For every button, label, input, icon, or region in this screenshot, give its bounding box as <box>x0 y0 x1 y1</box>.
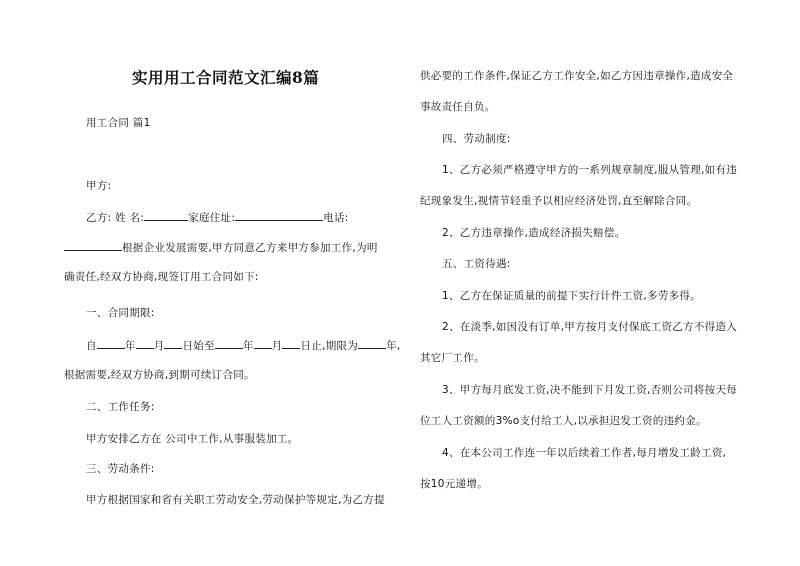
paragraph-line: 1、乙方必须严格遵守甲方的一系列规章制度,服从管理,如有违 <box>442 164 738 176</box>
paragraph-line <box>64 240 378 255</box>
address-label: 家庭住址: <box>188 212 236 224</box>
paragraph-line: 供必要的工作条件,保证乙方工作安全,如乙方因违章操作,造成安全 <box>420 70 734 82</box>
paragraph-line: 事故责任自负。 <box>420 101 496 113</box>
term-text: 年 <box>124 340 136 352</box>
document-title: 实用用工合同范文汇编8篇 <box>132 68 320 87</box>
paragraph-line: 1、乙方在保证质量的前提下实行计件工资,多劳多得。 <box>442 290 702 302</box>
section-heading: 一、合同期限: <box>86 307 155 319</box>
term-text: 年 <box>242 340 254 352</box>
term-text: 日止,期限为 <box>300 340 359 352</box>
address-blank <box>235 210 323 221</box>
phone-blank <box>64 240 122 251</box>
paragraph-line: 其它厂工作。 <box>420 352 485 364</box>
section-heading: 五、工资待遇: <box>442 258 511 270</box>
phone-label: 电话: <box>323 212 349 224</box>
party-b-line <box>86 210 349 225</box>
paragraph-line: 甲方安排乙方在 公司中工作,从事服装加工。 <box>86 433 299 445</box>
paragraph-line: 4、在本公司工作连一年以后续着工作者,每月增发工龄工资, <box>442 447 727 459</box>
party-a-label: 甲方: <box>86 180 112 192</box>
term-text: 年, <box>386 340 401 352</box>
duration-blank <box>358 338 386 349</box>
paragraph-line: 2、乙方违章操作,造成经济损失赔偿。 <box>442 227 626 239</box>
paragraph-line: 纪现象发生,视情节轻重予以相应经济处罚,直至解除合同。 <box>420 195 698 207</box>
paragraph-text: 根据企业发展需要,甲方同意乙方来甲方参加工作,为明 <box>122 242 378 254</box>
paragraph-line: 位工人工资额的3%o支付给工人,以承担迟发工资的违约金。 <box>420 415 707 427</box>
term-text: 日始至 <box>182 340 215 352</box>
section-heading: 四、劳动制度: <box>442 133 511 145</box>
name-blank <box>144 210 188 221</box>
term-text: 月 <box>153 340 165 352</box>
term-text: 自 <box>86 340 97 352</box>
month-blank <box>136 338 154 349</box>
year-blank <box>215 338 243 349</box>
month-blank <box>254 338 272 349</box>
paragraph-line: 2、在淡季,如因没有订单,甲方按月支付保底工资乙方不得造入 <box>442 321 738 333</box>
paragraph-line: 甲方根据国家和省有关职工劳动安全,劳动保护等规定,为乙方提 <box>86 494 385 506</box>
name-label: 乙方: 姓 名: <box>86 212 145 224</box>
term-line <box>86 338 401 353</box>
paragraph-line: 按10元递增。 <box>420 478 488 490</box>
term-text: 月 <box>271 340 283 352</box>
section-heading: 用工合同 篇1 <box>86 117 151 129</box>
section-heading: 三、劳动条件: <box>86 463 155 475</box>
day-blank <box>282 338 300 349</box>
day-blank <box>164 338 182 349</box>
year-blank <box>97 338 125 349</box>
paragraph-line: 3、甲方每月底发工资,决不能到下月发工资,否则公司将按天每 <box>442 384 738 396</box>
section-heading: 二、工作任务: <box>86 401 155 413</box>
paragraph-line: 根据需要,经双方协商,到期可续订合同。 <box>64 369 255 381</box>
paragraph-line: 确责任,经双方协商,现签订用工合同如下: <box>64 271 259 283</box>
